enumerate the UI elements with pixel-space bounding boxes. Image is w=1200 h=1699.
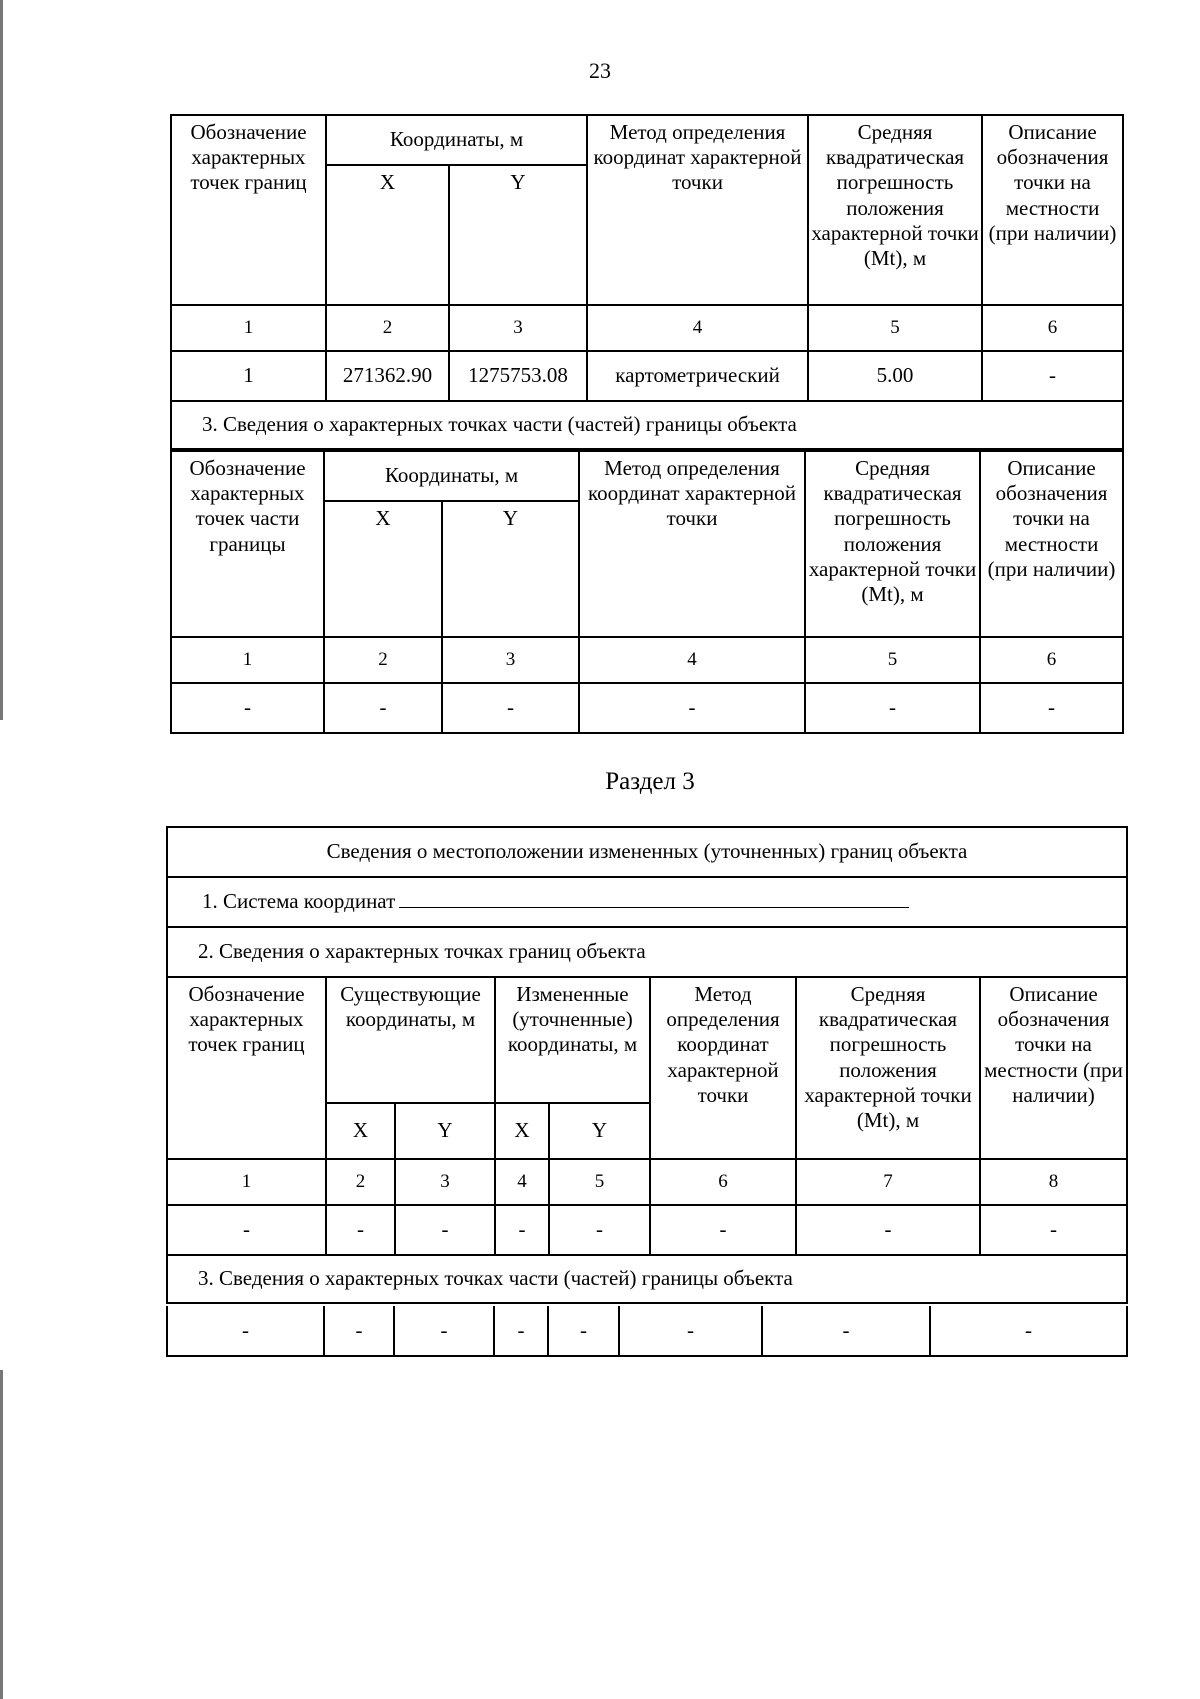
column-number: 6 bbox=[650, 1159, 796, 1205]
column-number: 5 bbox=[549, 1159, 650, 1205]
existing-y-value: - bbox=[394, 1306, 494, 1356]
header-error: Средняя квадратическая погрешность положения характерной точки (Mt), м bbox=[796, 977, 980, 1159]
existing-x-value: - bbox=[326, 1205, 395, 1255]
table-title: Сведения о местоположении измененных (уточненных) границ объекта bbox=[167, 827, 1127, 877]
method-value: - bbox=[619, 1306, 762, 1356]
coord-y: - bbox=[442, 683, 579, 733]
description-value: - bbox=[982, 351, 1123, 401]
changed-y-value: - bbox=[549, 1205, 650, 1255]
error-value: - bbox=[796, 1205, 980, 1255]
column-number: 5 bbox=[808, 305, 982, 351]
description-value: - bbox=[930, 1306, 1127, 1356]
changed-x-value: - bbox=[494, 1306, 548, 1356]
method-value: - bbox=[650, 1205, 796, 1255]
column-number: 5 bbox=[805, 637, 980, 683]
header-designation: Обозначение характерных точек границ bbox=[167, 977, 326, 1159]
boundary-points-section-title: 2. Сведения о характерных точках границ объекта bbox=[167, 927, 1127, 977]
column-number: 4 bbox=[495, 1159, 549, 1205]
column-number: 6 bbox=[982, 305, 1123, 351]
part-boundary-row-table bbox=[166, 1306, 1128, 1357]
error-value: - bbox=[805, 683, 980, 733]
error-value: - bbox=[762, 1306, 930, 1356]
coordinate-system-label: 1. Система координат bbox=[202, 889, 396, 914]
part-boundary-section-title: 3. Сведения о характерных точках части (частей) границы объекта bbox=[171, 401, 1123, 449]
table-row bbox=[171, 351, 1123, 401]
header-error: Средняя квадратическая погрешность положения характерной точки (Mt), м bbox=[805, 451, 980, 637]
column-number: 3 bbox=[395, 1159, 495, 1205]
column-number: 3 bbox=[449, 305, 587, 351]
changed-y-value: - bbox=[548, 1306, 619, 1356]
header-method: Метод определения координат характерной точки bbox=[650, 977, 796, 1159]
header-changed-coordinates: Измененные (уточненные) координаты, м bbox=[495, 977, 650, 1103]
scan-edge-line bbox=[0, 0, 3, 720]
point-id: - bbox=[171, 683, 324, 733]
changed-x-value: - bbox=[495, 1205, 549, 1255]
header-coordinates: Координаты, м bbox=[326, 115, 587, 165]
header-existing-y: Y bbox=[395, 1103, 495, 1159]
header-description: Описание обозначения точки на местности (при наличии) bbox=[980, 977, 1127, 1159]
method-value: - bbox=[579, 683, 805, 733]
part-boundary-points-table bbox=[170, 450, 1124, 734]
existing-x-value: - bbox=[324, 1306, 394, 1356]
table-row bbox=[171, 683, 1123, 733]
column-number: 2 bbox=[326, 305, 449, 351]
description-value: - bbox=[980, 1205, 1127, 1255]
header-y: Y bbox=[442, 501, 579, 637]
column-number: 4 bbox=[579, 637, 805, 683]
header-error: Средняя квадратическая погрешность положения характерной точки (Mt), м bbox=[808, 115, 982, 305]
header-existing-x: X bbox=[326, 1103, 395, 1159]
table-row bbox=[167, 1205, 1127, 1255]
coordinate-system-blank bbox=[399, 889, 909, 908]
error-value: 5.00 bbox=[808, 351, 982, 401]
column-number: 2 bbox=[326, 1159, 395, 1205]
header-x: X bbox=[326, 165, 449, 305]
column-number: 1 bbox=[171, 637, 324, 683]
column-number: 2 bbox=[324, 637, 442, 683]
header-method: Метод определения координат характерной точки bbox=[579, 451, 805, 637]
existing-y-value: - bbox=[395, 1205, 495, 1255]
point-id: - bbox=[167, 1205, 326, 1255]
point-id: - bbox=[167, 1306, 324, 1356]
section-title: Раздел 3 bbox=[605, 768, 695, 795]
coord-x: 271362.90 bbox=[326, 351, 449, 401]
header-description: Описание обозначения точки на местности (при наличии) bbox=[982, 115, 1123, 305]
description-value: - bbox=[980, 683, 1123, 733]
changed-boundaries-table bbox=[166, 826, 1128, 1304]
header-coordinates: Координаты, м bbox=[324, 451, 579, 501]
coord-x: - bbox=[324, 683, 442, 733]
column-number: 7 bbox=[796, 1159, 980, 1205]
column-number: 3 bbox=[442, 637, 579, 683]
coord-y: 1275753.08 bbox=[449, 351, 587, 401]
part-boundary-section-title: 3. Сведения о характерных точках части (частей) границы объекта bbox=[167, 1255, 1127, 1303]
scan-edge-line bbox=[0, 1370, 3, 1699]
header-description: Описание обозначения точки на местности (при наличии) bbox=[980, 451, 1123, 637]
header-changed-x: X bbox=[495, 1103, 549, 1159]
boundary-points-table bbox=[170, 114, 1124, 450]
header-y: Y bbox=[449, 165, 587, 305]
header-designation: Обозначение характерных точек границ bbox=[171, 115, 326, 305]
table-row bbox=[167, 1306, 1127, 1356]
column-number: 1 bbox=[167, 1159, 326, 1205]
header-designation: Обозначение характерных точек части границы bbox=[171, 451, 324, 637]
header-x: X bbox=[324, 501, 442, 637]
method-value: картометрический bbox=[587, 351, 808, 401]
header-method: Метод определения координат характерной точки bbox=[587, 115, 808, 305]
column-number: 6 bbox=[980, 637, 1123, 683]
coordinate-system-row bbox=[167, 877, 1127, 927]
header-existing-coordinates: Существующие координаты, м bbox=[326, 977, 495, 1103]
column-number: 8 bbox=[980, 1159, 1127, 1205]
column-number: 4 bbox=[587, 305, 808, 351]
column-number: 1 bbox=[171, 305, 326, 351]
header-changed-y: Y bbox=[549, 1103, 650, 1159]
point-id: 1 bbox=[171, 351, 326, 401]
page-number: 23 bbox=[589, 58, 611, 83]
